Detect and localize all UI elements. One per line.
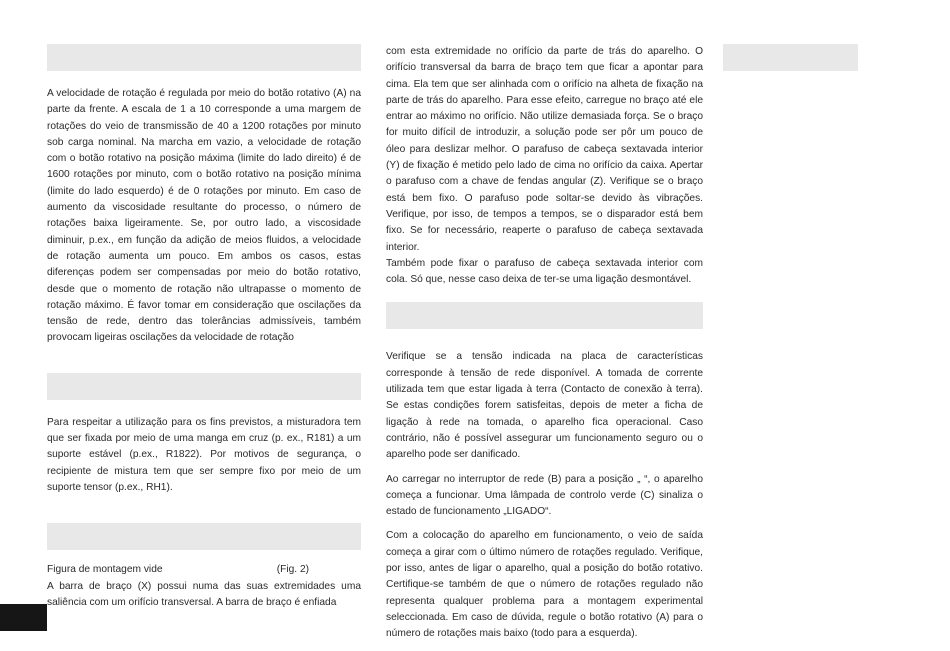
glue-paragraph: Também pode fixar o parafuso de cabeça sextavada interior com cola. Só que, nesse caso deixa de ter-se uma ligação desmontável. (386, 257, 703, 286)
page-corner-tab (0, 604, 47, 631)
arm-paragraph: A barra de braço (X) possui numa das suas extremidades uma saliência com um orifício transversal. A barra de braço é enfiada (47, 580, 361, 608)
section-heading-bar (47, 44, 361, 71)
section-heading-bar (723, 44, 858, 71)
figure-number: (Fig. 2) (276, 564, 309, 576)
left-column (47, 44, 361, 611)
start-paragraph: Com a colocação do aparelho em funcionamento, o veio de saída começa a girar com o último número de rotações regulado. Verifique, por isso, antes de ligar o aparelho, qual a posição do botão rotativo. Certifique-se também de que o número de rotações regulado não representa qualquer problema para a montagem experimental seleccionada. Em caso de dúvida, regule o botão rotativo (A) para o número de rotações mais baixo (todo para a esquerda). (386, 530, 703, 640)
arm-continuation-paragraph: com esta extremidade no orifício da parte de trás do aparelho. O orifício transversal da barra de braço tem que ficar a apontar para cima. Ela tem que ser alinhada com o orifício na alheta de fixação na parte de trás do aparelho. Para esse efeito, carregue no braço até ele entrar ao máximo no orifício. Não utilize demasiada força. Se o braço for muito difícil de introduzir, a solução pode ser pôr um pouco de óleo para deslizar melhor. O parafuso de cabeça sextavada interior (Y) de fixação é metido pelo lado de cima no orifício da caixa. Apertar o parafuso com a chave de fendas angular (Z). Verifique se o braço está bem fixo. O parafuso pode soltar-se devido às vibrações. Verifique, por isso, de tempos a tempos, se o disparador está bem fixo. Se for necessário, reaperte o parafuso de cabeça sextavada interior. (386, 46, 703, 253)
section-heading-bar (47, 523, 361, 550)
switch-paragraph: Ao carregar no interruptor de rede (B) para a posição „ “, o aparelho começa a funcionar. Uma lâmpada de controlo verde (C) sinaliza o estado de funcionamento „LIGADO“. (386, 473, 703, 518)
figure-reference (47, 562, 309, 578)
section-heading-bar (47, 373, 361, 400)
middle-column (386, 44, 703, 643)
speed-paragraph: A velocidade de rotação é regulada por meio do botão rotativo (A) na parte da frente. A escala de 1 a 10 corresponde a uma margem de rotações do veio de transmissão de 40 a 1200 rotações por minuto sob carga nominal. Na marcha em vazio, a velocidade de rotação com o botão rotativo na posição máxima (limite do lado direito) é de 1600 rotações por minuto, com o botão rotativo na posição mínima (limite do lado esquerdo) é de 0 rotações por minuto. Em caso de aumento da viscosidade resultante do processo, o número de rotações baixa ligeiramente. Se, por outro lado, a viscosidade diminuir, p.ex., em função da adição de meios fluidos, a velocidade de rotação aumenta um pouco. Em ambos os casos, estas diferenças podem ser compensadas por meio do botão rotativo, desde que o momento de rotação não ultrapasse o momento de rotação máximo. É favor tomar em consideração que oscilações da tensão de rede, dentro das tolerâncias admissíveis, também provocam ligeiras oscilações da velocidade de rotação (47, 88, 361, 344)
section-heading-bar (386, 302, 703, 329)
figure-ref-text: Figura de montagem vide (47, 564, 163, 576)
use-paragraph: Para respeitar a utilização para os fins previstos, a misturadora tem que ser fixada por meio de uma manga em cruz (p. ex., R181) a um suporte estável (p.ex., R1822). Por motivos de segurança, o recipiente de mistura tem que ser sempre fixo por meio de um suporte tensor (p.ex., RH1). (47, 416, 361, 493)
voltage-paragraph: Verifique se a tensão indicada na placa de características corresponde à tensão de rede disponível. A tomada de corrente utilizada tem que estar ligada à terra (Contacto de conexão à terra). Se estas condições forem satisfeitas, depois de meter a ficha de ligação à rede na tomada, o aparelho fica operacional. Caso contrário, não é possível assegurar um funcionamento seguro ou o aparelho pode ser danificado. (386, 351, 703, 461)
